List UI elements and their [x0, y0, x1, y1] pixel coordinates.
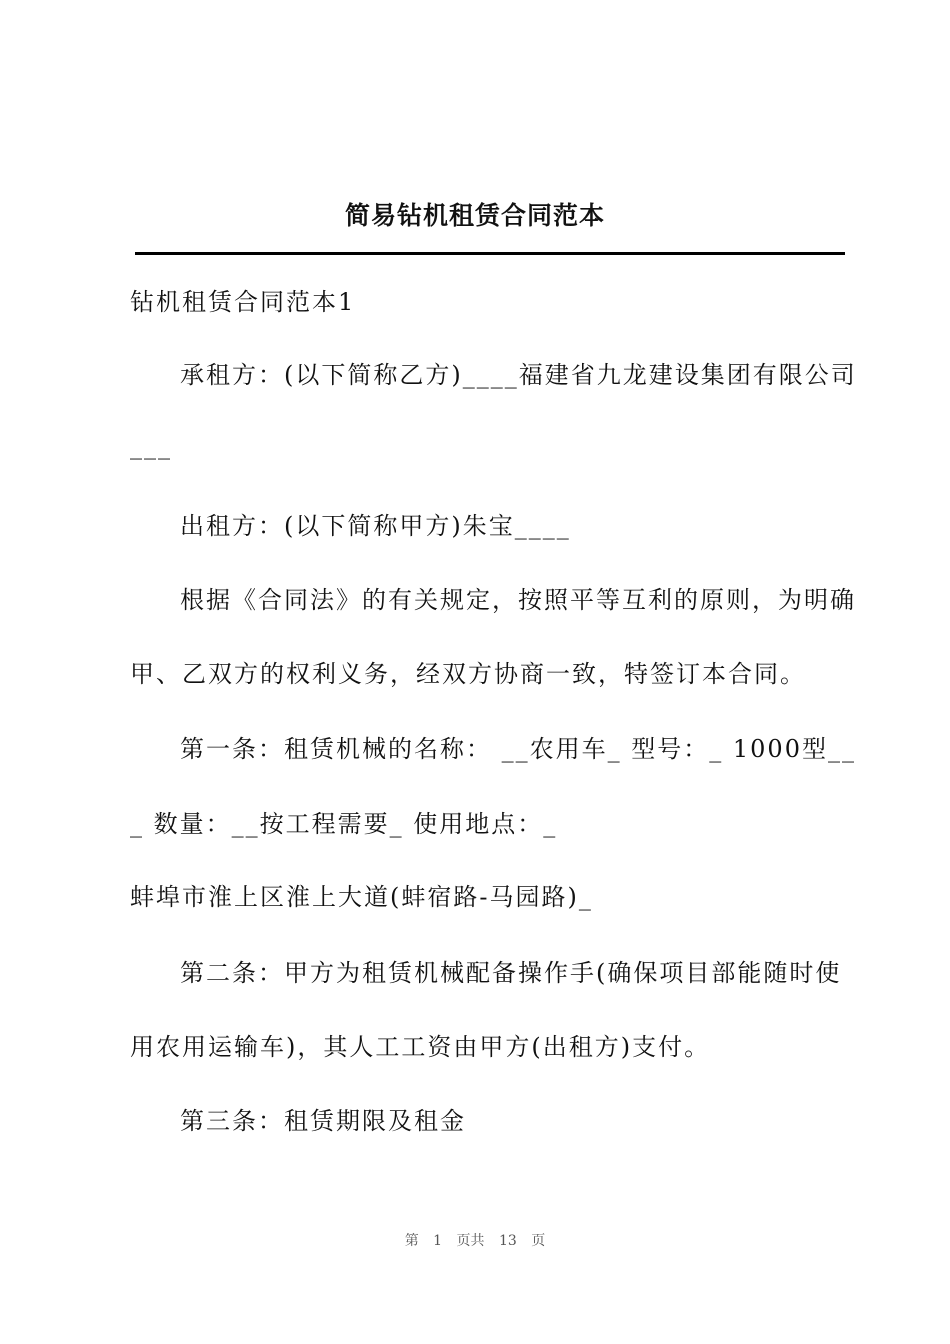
paragraph-line: 出租方：(以下简称甲方)朱宝____: [180, 512, 571, 540]
paragraph-line: 第一条：租赁机械的名称： __农用车_ 型号：_ 1000型__: [180, 735, 856, 763]
paragraph-line: 用农用运输车)，其人工工资由甲方(出租方)支付。: [130, 1033, 711, 1061]
section-heading: 钻机租赁合同范本1: [130, 288, 356, 316]
paragraph-line: ___: [130, 432, 172, 460]
paragraph-line: 第三条：租赁期限及租金: [180, 1107, 466, 1135]
document-title: 简易钻机租赁合同范本: [344, 201, 605, 230]
paragraph-line: 根据《合同法》的有关规定，按照平等互利的原则，为明确: [180, 586, 856, 614]
page-footer: 第 1 页共 13 页: [404, 1233, 546, 1249]
paragraph-line: 甲、乙双方的权利义务，经双方协商一致，特签订本合同。: [130, 660, 806, 688]
paragraph-line: _ 数量：__按工程需要_ 使用地点：_: [130, 810, 558, 838]
paragraph-line: 蚌埠市淮上区淮上大道(蚌宿路-马园路)_: [130, 883, 593, 911]
title-divider: [135, 252, 845, 255]
paragraph-line: 承租方：(以下简称乙方)____福建省九龙建设集团有限公司: [180, 361, 857, 389]
paragraph-line: 第二条：甲方为租赁机械配备操作手(确保项目部能随时使: [180, 959, 842, 987]
